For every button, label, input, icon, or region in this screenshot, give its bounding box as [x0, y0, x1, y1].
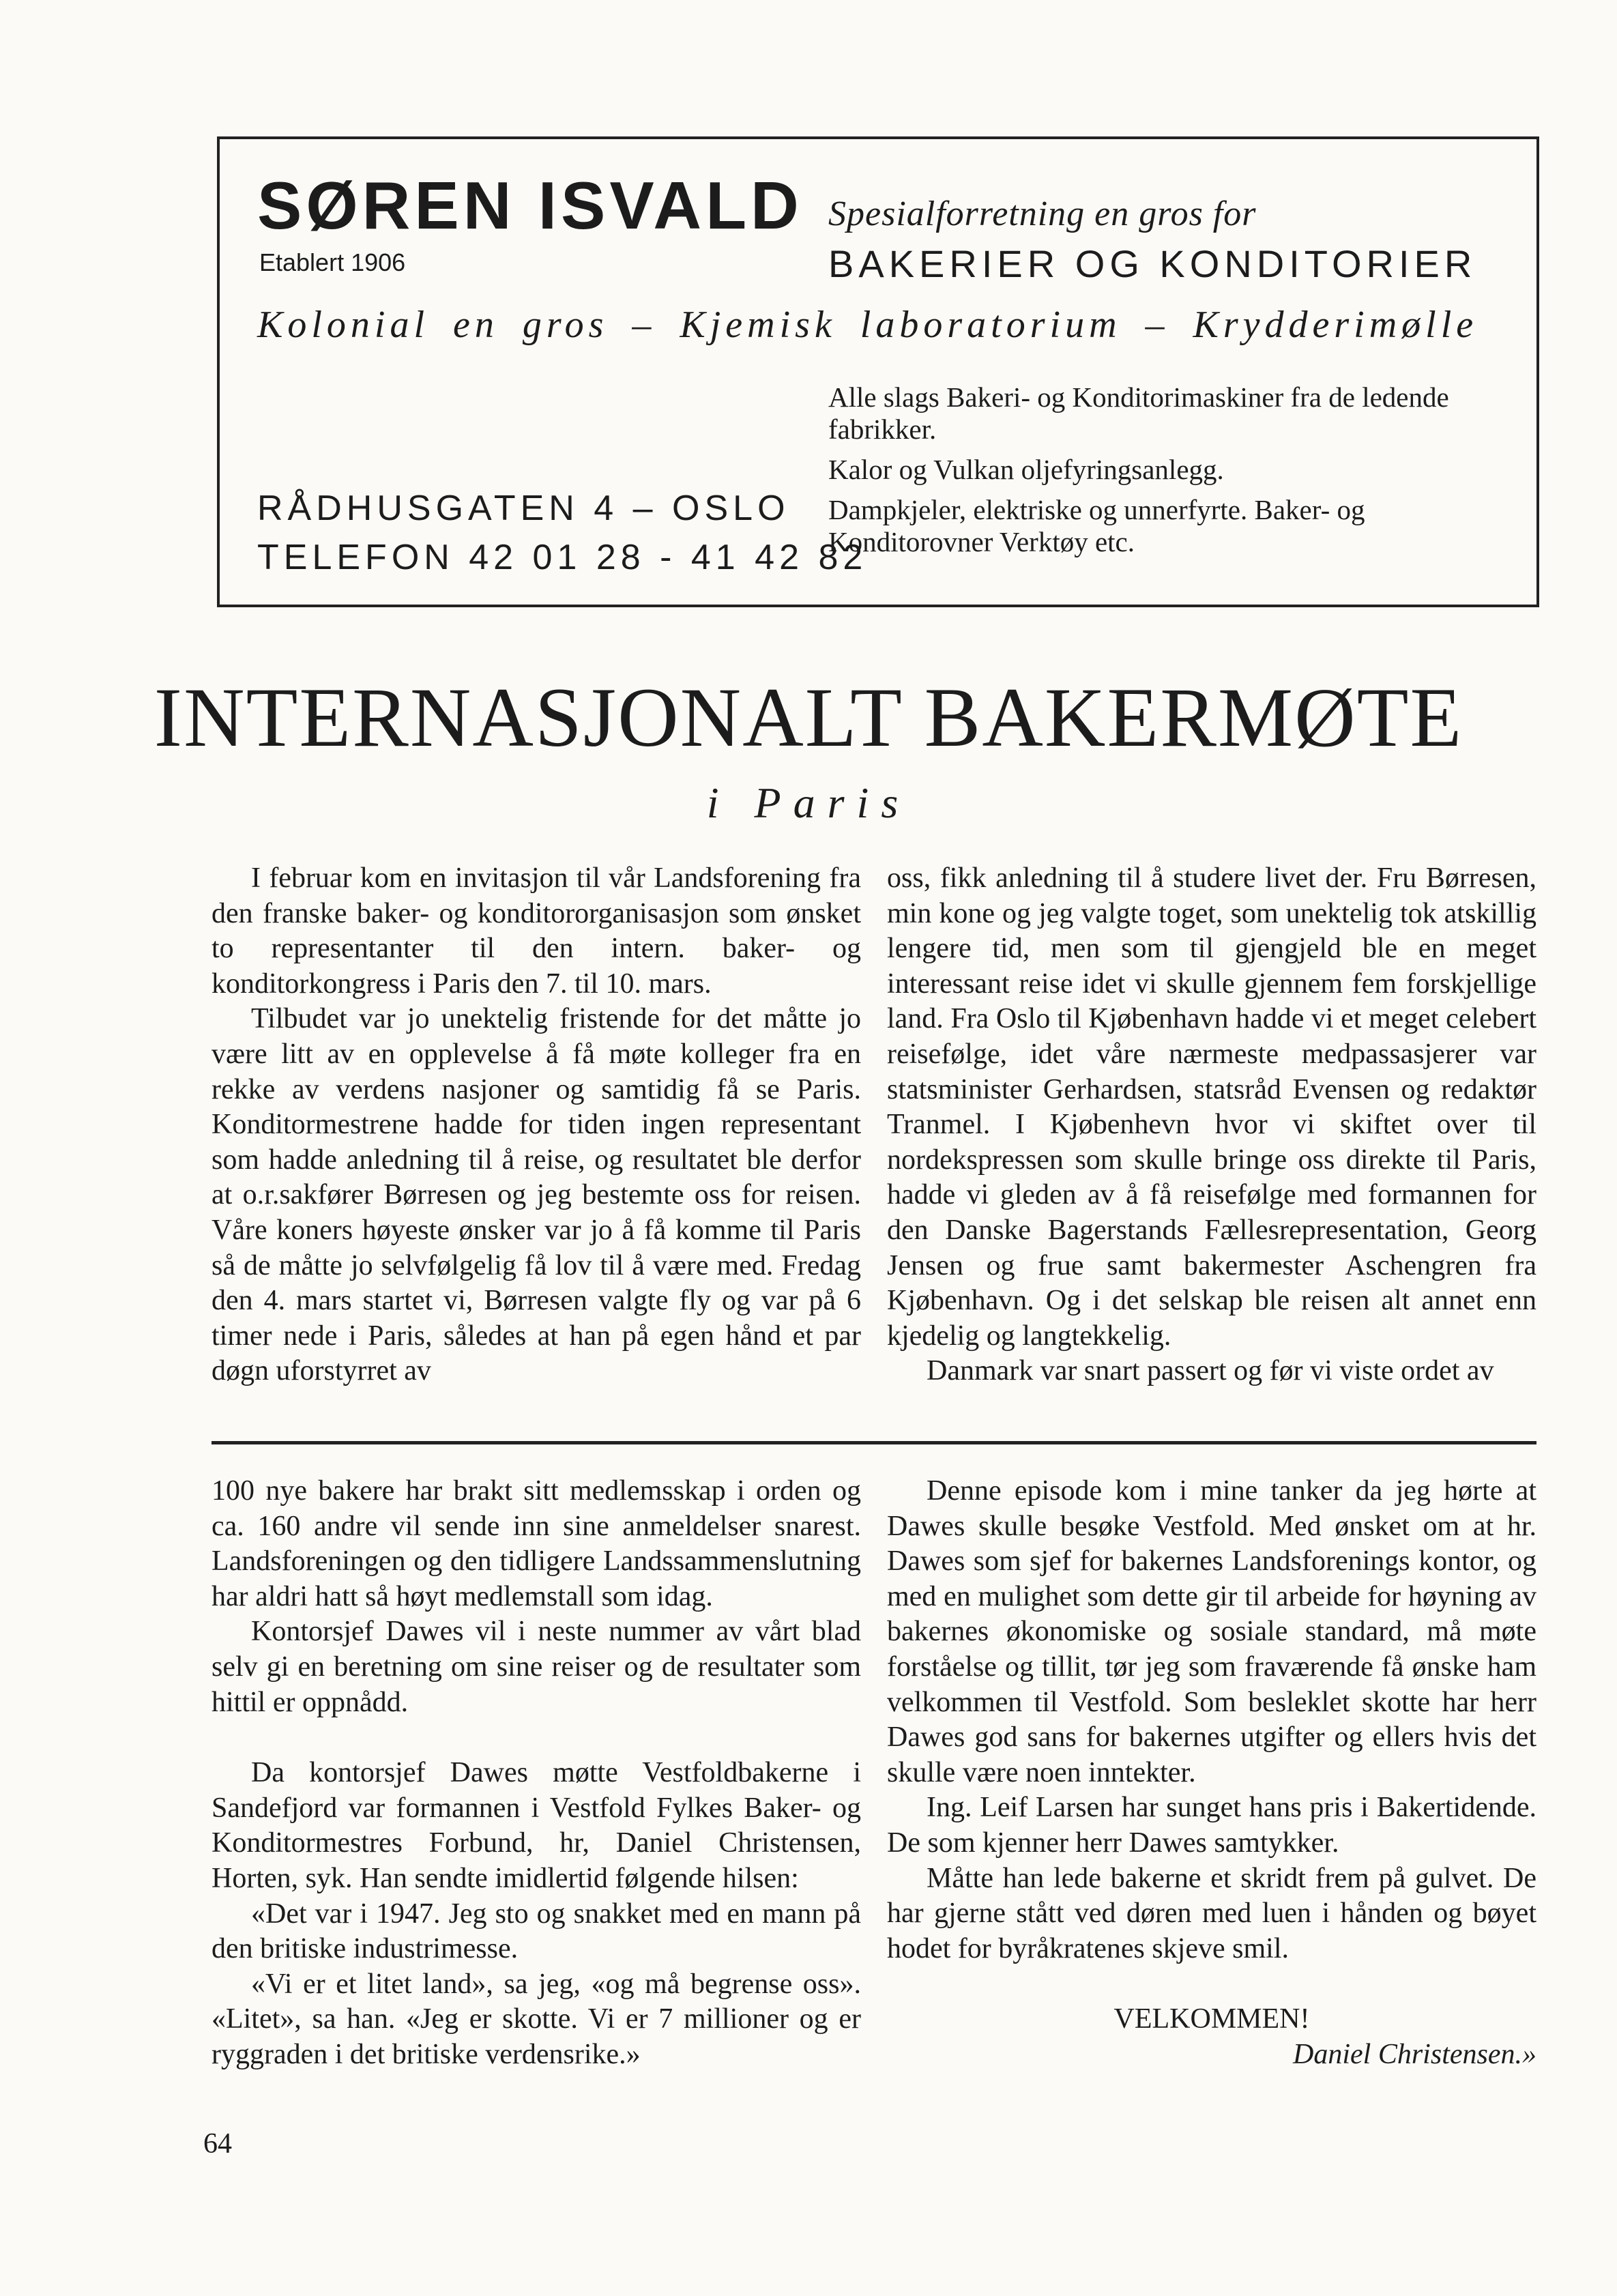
section-divider — [212, 1441, 1536, 1444]
specialty-line: Spesialforretning en gros for — [828, 194, 1257, 233]
article-right-column — [887, 861, 1536, 1389]
article-left-column — [212, 861, 861, 1389]
signature: Daniel Christensen.» — [1293, 2038, 1536, 2070]
letter-left-column — [212, 1474, 861, 2073]
paragraph: Danmark var snart passert og før vi viste ordet av — [927, 1355, 1494, 1387]
trade-line: BAKERIER OG KONDITORIER — [828, 242, 1477, 285]
paragraph: Ing. Leif Larsen har sunget hans pris i Bakertidende. De som kjenner herr Dawes samtykker. — [887, 1792, 1536, 1859]
page-number: 64 — [203, 2128, 232, 2160]
paragraph: «Vi er et litet land», sa jeg, «og må begrense oss». «Litet», sa han. «Jeg er skotte. Vi er 7 millioner og er ryggraden i det britiske verdensrike.» — [212, 1968, 861, 2070]
article-subtitle: i Paris — [706, 779, 911, 827]
address: RÅDHUSGATEN 4 – OSLO — [257, 489, 790, 528]
company-name: SØREN ISVALD — [257, 168, 803, 243]
paragraph: Kontorsjef Dawes vil i neste nummer av vårt blad selv gi en beretning om sine reiser og de resultater som hittil er oppnådd. — [212, 1616, 861, 1718]
article-title: INTERNASJONALT BAKERMØTE — [154, 671, 1463, 764]
equipment-list — [828, 381, 1511, 566]
paragraph: Denne episode kom i mine tanker da jeg hørte at Dawes skulle besøke Vestfold. Med ønsket om at hr. Dawes som sjef for bakernes Landsforenings kontor, og med en mulighet som dette gir til arbeide for høyning av bakernes økonomiske og sosiale standard, må møte forståelse og tillit, tør jeg som fraværende få ønske ham velkommen til Vestfold. Som besleklet skotte har herr Dawes god sans for bakernes utgifter og ellers hvis det skulle være noen inntekter. — [887, 1475, 1536, 1788]
divisions-line: Kolonial en gros – Kjemisk laboratorium – Krydderimølle — [257, 304, 1478, 346]
paragraph: I februar kom en invitasjon til vår Landsforening fra den franske baker- og konditororganisasjon som ønsket to representanter til den intern. baker- og konditorkongress i Paris den 7. til 10. mars. — [212, 862, 861, 1000]
equipment-item: Dampkjeler, elektriske og unnerfyrte. Baker- og Konditorovner Verktøy etc. — [828, 494, 1365, 557]
paragraph: oss, fikk anledning til å studere livet der. Fru Børresen, min kone og jeg valgte toget, som unektelig tok atskillig lengere tid, men som til gjengjeld ble en meget interessant reise idet vi skulle gjennem fem forskjellige land. Fra Oslo til Kjøbenhavn hadde vi et meget celebert reisefølge, idet våre nærmeste medpassasjerer var statsminister Gerhardsen, statsråd Evensen og redaktør Tranmel. I Kjøbenhevn hvor vi skiftet over til nordekspressen som skulle bringe oss direkte til Paris, hadde vi gleden av å få reisefølge med formannen for den Danske Bagerstands Fællesrepresentation, Georg Jensen og frue samt bakermester Aschengren fra Kjøbenhavn. Og i det selskap ble reisen alt annet enn kjedelig og langtekkelig. — [887, 862, 1536, 1352]
paragraph: Da kontorsjef Dawes møtte Vestfoldbakerne i Sandefjord var formannen i Vestfold Fylkes Baker- og Konditormestres Forbund, hr, Daniel Christensen, Horten, syk. Han sendte imidlertid følgende hilsen: — [212, 1757, 861, 1894]
contact-block — [257, 484, 867, 582]
paragraph: Måtte han lede bakerne et skridt frem på gulvet. De har gjerne stått ved døren med luen i hånden og bøyet hodet for byråkratenes skjeve smil. — [887, 1862, 1536, 1964]
advertisement-box — [217, 136, 1539, 607]
letter-right-column — [887, 1474, 1536, 2073]
established-year: Etablert 1906 — [259, 248, 406, 276]
paragraph: «Det var i 1947. Jeg sto og snakket med en mann på den britiske industrimesse. — [212, 1898, 861, 1965]
equipment-item: Alle slags Bakeri- og Konditorimaskiner fra de ledende fabrikker. — [828, 381, 1449, 445]
paragraph: Tilbudet var jo unektelig fristende for det måtte jo være litt av en opplevelse å få møte kolleger fra en rekke av verdens nasjoner og samtidig få se Paris. Konditormestrene hadde for tiden ingen representant som hadde anledning til å reise, og resultatet ble derfor at o.r.sakfører Børresen og jeg bestemte oss for reisen. Våre koners høyeste ønsker var jo å få komme til Paris så de måtte jo selvfølgelig få lov til å være med. Fredag den 4. mars startet vi, Børresen valgte fly og var på 6 timer nede i Paris, således at han på egen hånd et par døgn uforstyrret av — [212, 1003, 861, 1387]
paragraph: 100 nye bakere har brakt sitt medlemsskap i orden og ca. 160 andre vil sende inn sine anmeldelser snarest. Landsforeningen og den tidligere Landssammenslutning har aldri hatt så høyt medlemstall som idag. — [212, 1475, 861, 1612]
phone-number: TELEFON 42 01 28 - 41 42 82 — [257, 538, 868, 577]
closing-greeting: VELKOMMEN! — [1113, 2003, 1310, 2035]
equipment-item: Kalor og Vulkan oljefyringsanlegg. — [828, 454, 1224, 485]
